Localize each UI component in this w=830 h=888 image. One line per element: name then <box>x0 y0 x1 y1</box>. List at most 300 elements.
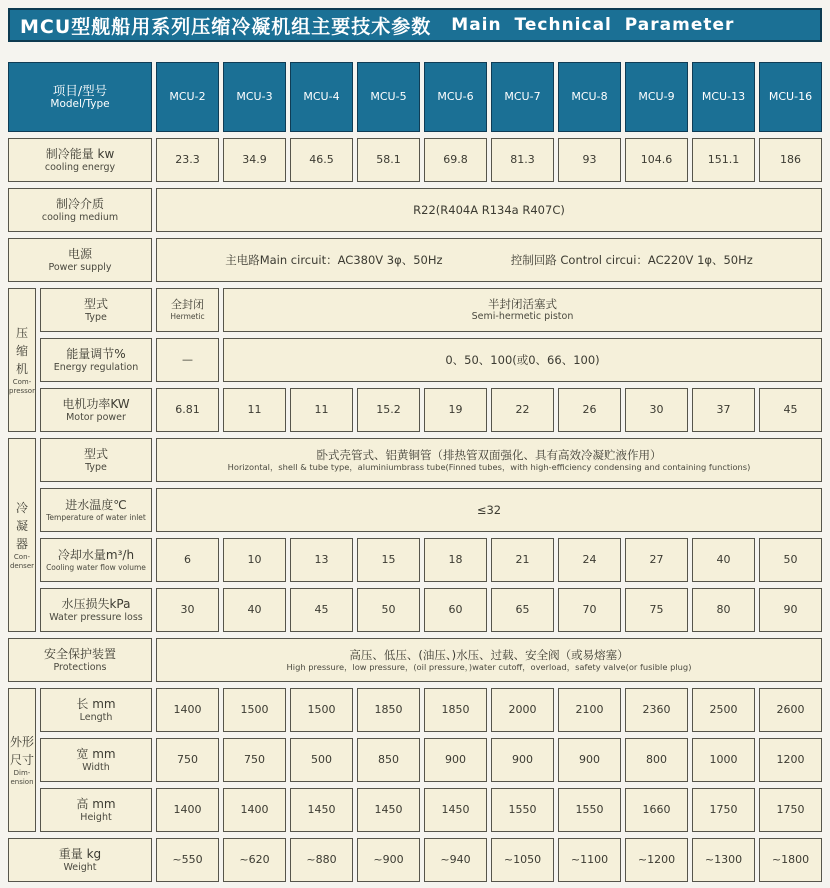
section-rows <box>8 138 822 182</box>
value: 34.9 <box>242 153 267 167</box>
group-label-en: pressor <box>9 387 35 395</box>
table-row <box>40 538 822 582</box>
row-header-cn: 安全保护装置 <box>43 646 116 661</box>
value-cell <box>491 688 554 732</box>
row-header <box>40 338 152 382</box>
row-header <box>40 488 152 532</box>
row-header <box>40 438 152 482</box>
value-cell <box>357 688 420 732</box>
model-header-cell <box>223 62 286 132</box>
model-header-cell <box>625 62 688 132</box>
section-rows <box>8 188 822 232</box>
value-cell <box>424 538 487 582</box>
rest-en: Semi-hermetic piston <box>471 311 574 323</box>
value-cell <box>558 738 621 782</box>
value-cell <box>759 138 822 182</box>
corner-label-en: Model/Type <box>50 98 110 111</box>
model-label: MCU-4 <box>303 90 340 104</box>
table-row <box>40 338 822 382</box>
table-section <box>8 288 822 432</box>
value: 24 <box>582 553 597 567</box>
row-header <box>40 538 152 582</box>
row-header-cn: 水压损失kPa <box>61 596 131 611</box>
value-cell <box>692 138 755 182</box>
value: 13 <box>314 553 329 567</box>
value-cell <box>223 788 286 832</box>
value-cell <box>223 688 286 732</box>
value-cell <box>357 788 420 832</box>
table-section <box>8 838 822 882</box>
model-label: MCU-3 <box>236 90 273 104</box>
section-rows <box>40 438 822 632</box>
section-rows <box>8 238 822 282</box>
pair-left: 主电路Main circuit：AC380V 3φ、50Hz <box>225 252 443 267</box>
value: ~1100 <box>570 853 609 867</box>
row-header-cn: 高 mm <box>76 796 116 811</box>
table-row <box>40 288 822 332</box>
value-cell <box>223 138 286 182</box>
value-cell <box>491 738 554 782</box>
value-cell <box>156 688 219 732</box>
value: 1660 <box>642 803 671 817</box>
value: ~900 <box>373 853 404 867</box>
row-header <box>40 388 152 432</box>
span-value: R22(R404A R134a R407C) <box>413 202 565 217</box>
model-header-cell <box>692 62 755 132</box>
row-header-en: Length <box>79 711 113 723</box>
row-header-cn: 进水温度℃ <box>65 497 127 512</box>
value-cell <box>156 538 219 582</box>
model-label: MCU-9 <box>638 90 675 104</box>
value-cell <box>424 788 487 832</box>
value-cell <box>558 538 621 582</box>
table-row <box>40 588 822 632</box>
table-row <box>40 438 822 482</box>
section-rows <box>8 838 822 882</box>
value: 1500 <box>240 703 269 717</box>
value: 500 <box>311 753 332 767</box>
value: 45 <box>314 603 329 617</box>
value: 900 <box>512 753 533 767</box>
value-cell <box>625 138 688 182</box>
value-cell <box>424 388 487 432</box>
value: 1450 <box>441 803 470 817</box>
table-section <box>8 638 822 682</box>
table-section <box>8 138 822 182</box>
span-value-en: High pressure，low pressure，(oil pressure，)water cutoff，overload，safety valve(or fusible plug) <box>286 662 692 672</box>
value: 1750 <box>776 803 805 817</box>
value: 186 <box>780 153 801 167</box>
model-header-cell <box>424 62 487 132</box>
row-header <box>40 688 152 732</box>
value: 2360 <box>642 703 671 717</box>
row-header-en: Weight <box>63 861 97 873</box>
value-cell <box>357 838 420 882</box>
value: 900 <box>445 753 466 767</box>
value: 75 <box>649 603 664 617</box>
rest-columns-cell <box>223 288 822 332</box>
value-cell <box>491 538 554 582</box>
value: 2000 <box>508 703 537 717</box>
value-cell <box>156 838 219 882</box>
value: 2600 <box>776 703 805 717</box>
table-row <box>8 188 822 232</box>
model-label: MCU-7 <box>504 90 541 104</box>
value-cell <box>357 738 420 782</box>
row-header-en: Type <box>85 311 107 323</box>
value: 2100 <box>575 703 604 717</box>
row-header-en: Motor power <box>66 411 126 423</box>
value-cell <box>223 588 286 632</box>
table-section <box>8 438 822 632</box>
value: 6 <box>184 553 191 567</box>
model-header-cell <box>290 62 353 132</box>
span-value-cn: 高压、低压、(油压、)水压、过载、安全阀（或易熔塞） <box>349 647 629 662</box>
first-en: Hermetic <box>170 312 205 322</box>
value: 11 <box>247 403 262 417</box>
value: 800 <box>646 753 667 767</box>
row-header-cn: 电源 <box>67 246 92 261</box>
value: 22 <box>515 403 530 417</box>
group-label <box>8 438 36 632</box>
row-header-cn: 长 mm <box>76 696 116 711</box>
value: 27 <box>649 553 664 567</box>
value: 1450 <box>307 803 336 817</box>
corner-label-cn: 项目/型号 <box>52 82 108 98</box>
span-value-cn: 卧式壳管式、铝黄铜管（排热管双面强化、具有高效冷凝贮液作用） <box>316 447 662 462</box>
value-cell <box>625 588 688 632</box>
value: 900 <box>579 753 600 767</box>
value: 1450 <box>374 803 403 817</box>
value-cell <box>491 838 554 882</box>
value: 850 <box>378 753 399 767</box>
value-cell <box>759 538 822 582</box>
value: ~620 <box>239 853 270 867</box>
table-row <box>40 738 822 782</box>
pair-right: 控制回路 Control circui：AC220V 1φ、50Hz <box>510 252 753 267</box>
value-cell <box>558 588 621 632</box>
value: 69.8 <box>443 153 468 167</box>
value-cell <box>759 688 822 732</box>
span-value-en: Horizontal，shell & tube type，aluminiumbrass tube(Finned tubes，with high-efficiency condensing and containing functions) <box>227 462 751 472</box>
value-cell <box>759 738 822 782</box>
value: 2500 <box>709 703 738 717</box>
first-cn: — <box>182 353 193 367</box>
section-rows <box>40 288 822 432</box>
value: 750 <box>177 753 198 767</box>
row-header-en: Type <box>85 461 107 473</box>
value: 37 <box>716 403 731 417</box>
value: ~940 <box>440 853 471 867</box>
value: 6.81 <box>175 403 200 417</box>
value-cell <box>625 388 688 432</box>
value-cell <box>290 788 353 832</box>
value-cell <box>424 738 487 782</box>
section-rows <box>40 688 822 832</box>
section-rows <box>8 638 822 682</box>
value: 15.2 <box>376 403 401 417</box>
group-label-cn: 机 <box>15 361 28 376</box>
value-cell <box>625 538 688 582</box>
value-cell <box>692 688 755 732</box>
value-cell <box>156 388 219 432</box>
value-cell <box>290 688 353 732</box>
value: 60 <box>448 603 463 617</box>
row-header-cn: 电机功率KW <box>62 396 130 411</box>
value: 21 <box>515 553 530 567</box>
model-header-cell <box>558 62 621 132</box>
value-cell <box>357 588 420 632</box>
model-label: MCU-6 <box>437 90 474 104</box>
row-header-cn: 制冷能量 kw <box>45 146 115 161</box>
value: ~1050 <box>503 853 542 867</box>
value: 80 <box>716 603 731 617</box>
value: 19 <box>448 403 463 417</box>
model-header-cell <box>759 62 822 132</box>
model-label: MCU-13 <box>701 90 746 104</box>
row-header <box>8 238 152 282</box>
value: 45 <box>783 403 798 417</box>
value: 151.1 <box>707 153 740 167</box>
value: 70 <box>582 603 597 617</box>
value: 30 <box>180 603 195 617</box>
row-header <box>8 638 152 682</box>
value-cell <box>558 838 621 882</box>
value: 1200 <box>776 753 805 767</box>
model-label: MCU-16 <box>768 90 813 104</box>
value-cell <box>558 388 621 432</box>
value-cell <box>491 788 554 832</box>
page-title-cn: MCU型舰船用系列压缩冷凝机组主要技术参数 <box>20 15 432 38</box>
value: 750 <box>244 753 265 767</box>
value: 40 <box>247 603 262 617</box>
group-label-cn: 凝 <box>15 518 28 533</box>
value-cell <box>692 588 755 632</box>
value-cell <box>491 388 554 432</box>
value: 10 <box>247 553 262 567</box>
value: 1400 <box>173 703 202 717</box>
rest-columns-cell <box>223 338 822 382</box>
value: 1750 <box>709 803 738 817</box>
title-bar <box>8 8 822 42</box>
value-cell <box>290 388 353 432</box>
table-row <box>40 388 822 432</box>
header-row <box>8 62 822 132</box>
value: 15 <box>381 553 396 567</box>
table-row <box>40 488 822 532</box>
value: 26 <box>582 403 597 417</box>
group-label-cn: 缩 <box>15 343 28 358</box>
parameter-table <box>8 62 822 882</box>
table-row <box>8 138 822 182</box>
value-cell <box>759 388 822 432</box>
value-cell <box>424 588 487 632</box>
value-cell <box>424 138 487 182</box>
group-label <box>8 288 36 432</box>
group-label-cn: 器 <box>15 536 28 551</box>
value-cell <box>558 138 621 182</box>
value-cell <box>625 688 688 732</box>
page <box>8 8 822 888</box>
value-cell <box>290 838 353 882</box>
model-label: MCU-8 <box>571 90 608 104</box>
row-header-en: Temperature of water inlet <box>46 512 146 522</box>
value: 1850 <box>374 703 403 717</box>
value: 58.1 <box>376 153 401 167</box>
value: ~550 <box>172 853 203 867</box>
row-header-cn: 能量调节% <box>66 346 126 361</box>
row-header-cn: 型式 <box>83 446 108 461</box>
value-cell <box>156 738 219 782</box>
table-row <box>8 638 822 682</box>
row-header <box>40 588 152 632</box>
value: ~1800 <box>771 853 810 867</box>
span-cell <box>156 638 822 682</box>
first-cn: 全封闭 <box>171 298 204 312</box>
row-header-en: Cooling water flow volume <box>46 562 146 572</box>
value-cell <box>491 588 554 632</box>
value-cell <box>290 738 353 782</box>
row-header-cn: 型式 <box>83 296 108 311</box>
value: 1550 <box>575 803 604 817</box>
value: 93 <box>582 153 597 167</box>
value-cell <box>357 138 420 182</box>
group-label-cn: 压 <box>15 325 28 340</box>
table-section <box>8 188 822 232</box>
rest-cn: 0、50、100(或0、66、100) <box>445 352 600 367</box>
page-title-en: Main Technical Parameter <box>451 15 735 35</box>
value: 90 <box>783 603 798 617</box>
model-header-cell <box>357 62 420 132</box>
value-cell <box>692 388 755 432</box>
value: 65 <box>515 603 530 617</box>
value-cell <box>357 538 420 582</box>
value-cell <box>357 388 420 432</box>
value-cell <box>625 838 688 882</box>
span-value: ≤32 <box>476 502 502 517</box>
value-cell <box>625 738 688 782</box>
group-label-cn: 外形 <box>9 734 34 749</box>
value: 1400 <box>240 803 269 817</box>
value-cell <box>223 738 286 782</box>
group-label <box>8 688 36 832</box>
value-cell <box>625 788 688 832</box>
table-row <box>8 238 822 282</box>
value: 1500 <box>307 703 336 717</box>
value: 1400 <box>173 803 202 817</box>
value: 18 <box>448 553 463 567</box>
value-cell <box>759 838 822 882</box>
value-cell <box>558 788 621 832</box>
row-header-cn: 制冷介质 <box>55 196 104 211</box>
model-header-cell <box>156 62 219 132</box>
row-header-en: Protections <box>53 661 107 673</box>
table-row <box>8 838 822 882</box>
value-cell <box>491 138 554 182</box>
value: 46.5 <box>309 153 334 167</box>
table-section <box>8 688 822 832</box>
row-header <box>40 738 152 782</box>
group-label-cn: 冷 <box>15 500 28 515</box>
value-cell <box>759 788 822 832</box>
value: 23.3 <box>175 153 200 167</box>
value: 30 <box>649 403 664 417</box>
table-row <box>40 788 822 832</box>
value: 11 <box>314 403 329 417</box>
rest-cn: 半封闭活塞式 <box>488 296 557 311</box>
value-cell <box>156 788 219 832</box>
row-header-en: Power supply <box>48 261 112 273</box>
group-label-en: denser <box>9 562 35 570</box>
row-header-en: cooling energy <box>44 161 116 173</box>
value: 1850 <box>441 703 470 717</box>
span-cell <box>156 188 822 232</box>
pair-cell <box>156 238 822 282</box>
model-header-cell <box>491 62 554 132</box>
header-section <box>8 62 822 132</box>
first-column-cell <box>156 288 219 332</box>
table-section <box>8 238 822 282</box>
value: 50 <box>783 553 798 567</box>
value-cell <box>558 688 621 732</box>
span-cell <box>156 488 822 532</box>
value-cell <box>290 588 353 632</box>
first-column-cell <box>156 338 219 382</box>
value-cell <box>290 538 353 582</box>
value-cell <box>156 138 219 182</box>
value: ~1200 <box>637 853 676 867</box>
group-label-en: Con- <box>13 552 31 561</box>
group-label-en: Dim- <box>13 768 31 777</box>
row-header-en: Height <box>80 811 112 823</box>
header-rows <box>8 62 822 132</box>
value-cell <box>223 388 286 432</box>
value: 104.6 <box>640 153 673 167</box>
value: ~1300 <box>704 853 743 867</box>
row-header-en: Water pressure loss <box>49 611 143 623</box>
row-header <box>40 288 152 332</box>
value: 1000 <box>709 753 738 767</box>
corner-cell <box>8 62 152 132</box>
value: 1550 <box>508 803 537 817</box>
value-cell <box>424 688 487 732</box>
model-label: MCU-5 <box>370 90 407 104</box>
span-cell <box>156 438 822 482</box>
value-cell <box>692 788 755 832</box>
value: ~880 <box>306 853 337 867</box>
row-header <box>8 188 152 232</box>
value: 81.3 <box>510 153 535 167</box>
row-header-cn: 宽 mm <box>76 746 116 761</box>
model-label: MCU-2 <box>169 90 206 104</box>
row-header-en: cooling medium <box>41 211 119 223</box>
value-cell <box>692 538 755 582</box>
value-cell <box>692 738 755 782</box>
value-cell <box>290 138 353 182</box>
value-cell <box>759 588 822 632</box>
value-cell <box>692 838 755 882</box>
value: 40 <box>716 553 731 567</box>
value-cell <box>223 838 286 882</box>
row-header <box>8 138 152 182</box>
value-cell <box>424 838 487 882</box>
row-header-en: Energy regulation <box>53 361 139 373</box>
row-header-cn: 冷却水量m³/h <box>57 547 135 562</box>
row-header <box>40 788 152 832</box>
row-header <box>8 838 152 882</box>
table-row <box>40 688 822 732</box>
group-label-cn: 尺寸 <box>9 752 34 767</box>
